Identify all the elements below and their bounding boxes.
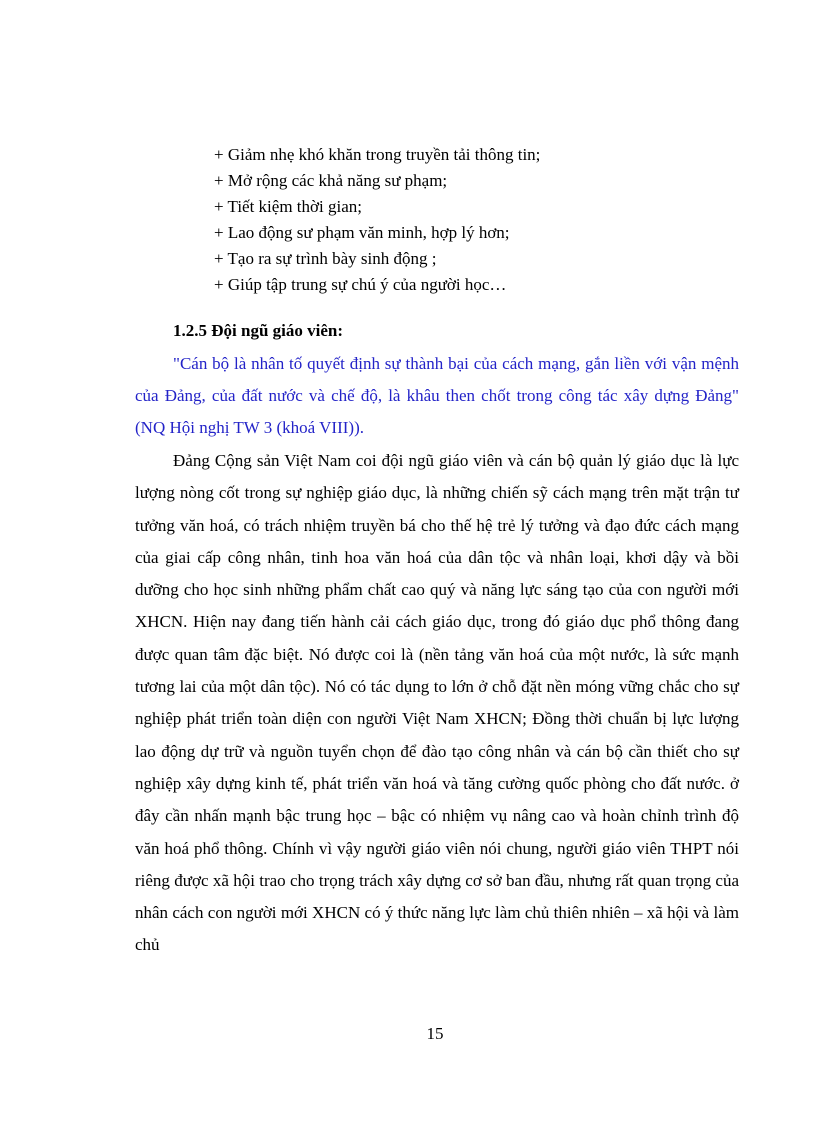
list-item: + Mở rộng các khả năng sư phạm; [214, 171, 448, 190]
list-item: + Giảm nhẹ khó khăn trong truyền tải thông tin; [214, 145, 541, 164]
body-paragraph: Đảng Cộng sản Việt Nam coi đội ngũ giáo viên và cán bộ quản lý giáo dục là lực lượng nòng cốt trong sự nghiệp giáo dục, là những chiến sỹ cách mạng trên mặt trận tư tưởng văn hoá, có trách nhiệm truyền bá cho thế hệ trẻ lý tưởng và đạo đức cách mạng của giai cấp công nhân, tinh hoa văn hoá của dân tộc và nhân loại, khơi dậy và bồi dưỡng cho học sinh những phẩm chất cao quý và năng lực sáng tạo của con người mới XHCN. Hiện nay đang tiến hành cải cách giáo dục, trong đó giáo dục phổ thông đang được quan tâm đặc biệt. Nó được coi là (nền tảng văn hoá của một nước, là sức mạnh tương lai của một dân tộc). Nó có tác dụng to lớn ở chỗ đặt nền móng vững chắc cho sự nghiệp phát triển toàn diện con người Việt Nam XHCN; Đồng thời chuẩn bị lực lượng lao động dự trữ và nguồn tuyển chọn để đào tạo công nhân và cán bộ cần thiết cho sự nghiệp xây dựng kinh tế, phát triển văn hoá và tăng cường quốc phòng cho đất nước. ở đây cần nhấn mạnh bậc trung học – bậc có nhiệm vụ nâng cao và hoàn chỉnh trình độ văn hoá phổ thông. Chính vì vậy người giáo viên nói chung, người giáo viên THPT nói riêng được xã hội trao cho trọng trách xây dựng cơ sở ban đầu, nhưng rất quan trọng của nhân cách con người mới XHCN có ý thức năng lực làm chủ thiên nhiên – xã hội và làm chủ [135, 451, 739, 955]
page-number: 15 [426, 1024, 444, 1043]
benefit-list [214, 142, 754, 298]
list-item: + Giúp tập trung sự chú ý của người học… [214, 275, 507, 294]
list-item: + Tạo ra sự trình bày sinh động ; [214, 249, 437, 268]
list-item: + Lao động sư phạm văn minh, hợp lý hơn; [214, 223, 510, 242]
section-heading: 1.2.5 Đội ngũ giáo viên: [173, 321, 344, 340]
quote-paragraph: "Cán bộ là nhân tố quyết định sự thành bại của cách mạng, gắn liền với vận mệnh của Đảng, của đất nước và chế độ, là khâu then chốt trong công tác xây dựng Đảng" (NQ Hội nghị TW 3 (khoá VIII)). [135, 354, 739, 437]
list-item: + Tiết kiệm thời gian; [214, 197, 362, 216]
